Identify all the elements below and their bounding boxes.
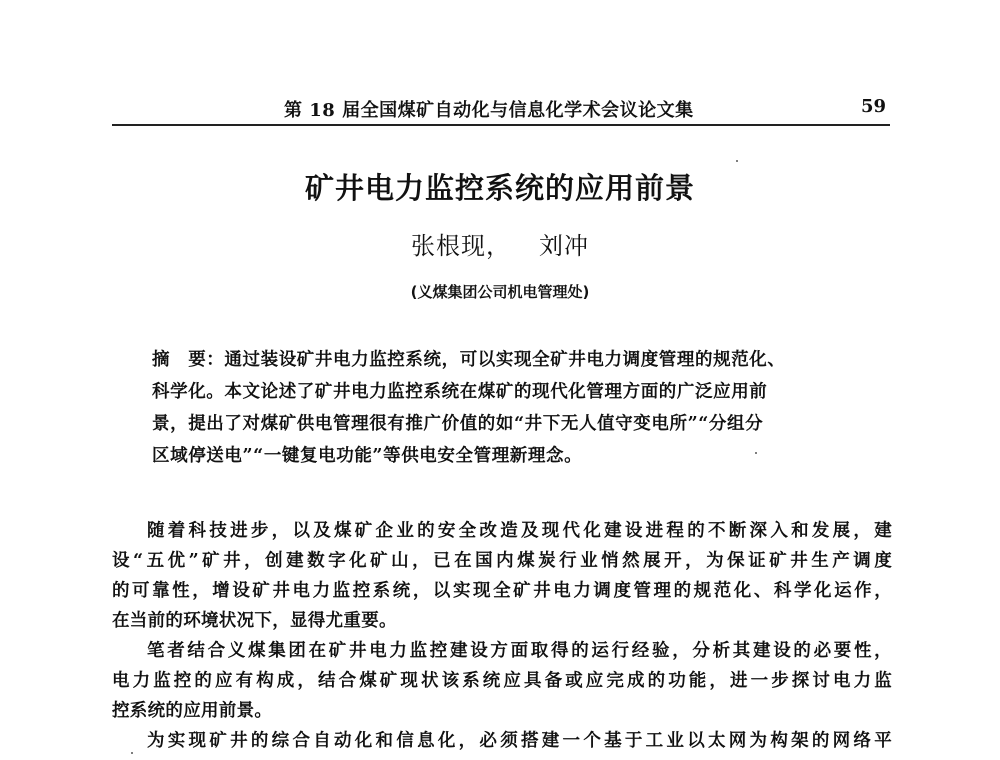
body-paragraph-line: 控系统的应用前景。 — [112, 701, 273, 721]
body-paragraph-line: 在当前的环境状况下，显得尤重要。 — [112, 611, 397, 631]
abstract-label: 摘 要： — [152, 350, 225, 370]
body-text — [112, 516, 892, 756]
running-header-title: 第 18 届全国煤矿自动化与信息化学术会议论文集 — [284, 100, 694, 121]
running-header — [112, 90, 890, 126]
abstract-line: 摘 要：通过装设矿井电力监控系统，可以实现全矿井电力调度管理的规范化、 — [152, 350, 786, 370]
author-affiliation: (义煤集团公司机电管理处) — [410, 283, 590, 301]
body-paragraph-line: 电力监控的应有构成，结合煤矿现状该系统应具备或应完成的功能，进一步探讨电力监 — [112, 671, 892, 691]
abstract-line: 科学化。本文论述了矿井电力监控系统在煤矿的现代化管理方面的广泛应用前 — [152, 382, 768, 402]
scan-speck — [131, 752, 133, 754]
author-list — [0, 226, 1000, 261]
body-paragraph-line: 随着科技进步，以及煤矿企业的安全改造及现代化建设进程的不断深入和发展，建 — [147, 521, 892, 541]
abstract-line: 景，提出了对煤矿供电管理很有推广价值的如“井下无人值守变电所”“分组分 — [152, 414, 764, 434]
author-name: 刘冲 — [539, 232, 589, 260]
scan-speck — [736, 160, 738, 162]
author-name: 张根现， — [411, 232, 511, 260]
paper-title: 矿井电力监控系统的应用前景 — [304, 171, 695, 205]
body-paragraph-line: 笔者结合义煤集团在矿井电力监控建设方面取得的运行经验，分析其建设的必要性， — [147, 641, 892, 661]
abstract-line: 区域停送电”“一键复电功能”等供电安全管理新理念。 — [152, 446, 583, 466]
abstract — [152, 344, 872, 472]
scan-speck — [755, 452, 757, 454]
page-number: 59 — [860, 96, 886, 117]
body-paragraph-line: 的可靠性，增设矿井电力监控系统，以实现全矿井电力调度管理的规范化、科学化运作， — [112, 581, 892, 601]
body-paragraph-line: 设“五优”矿井，创建数字化矿山，已在国内煤炭行业悄然展开，为保证矿井生产调度 — [112, 551, 892, 571]
body-paragraph-line: 为实现矿井的综合自动化和信息化，必须搭建一个基于工业以太网为构架的网络平 — [147, 731, 892, 751]
